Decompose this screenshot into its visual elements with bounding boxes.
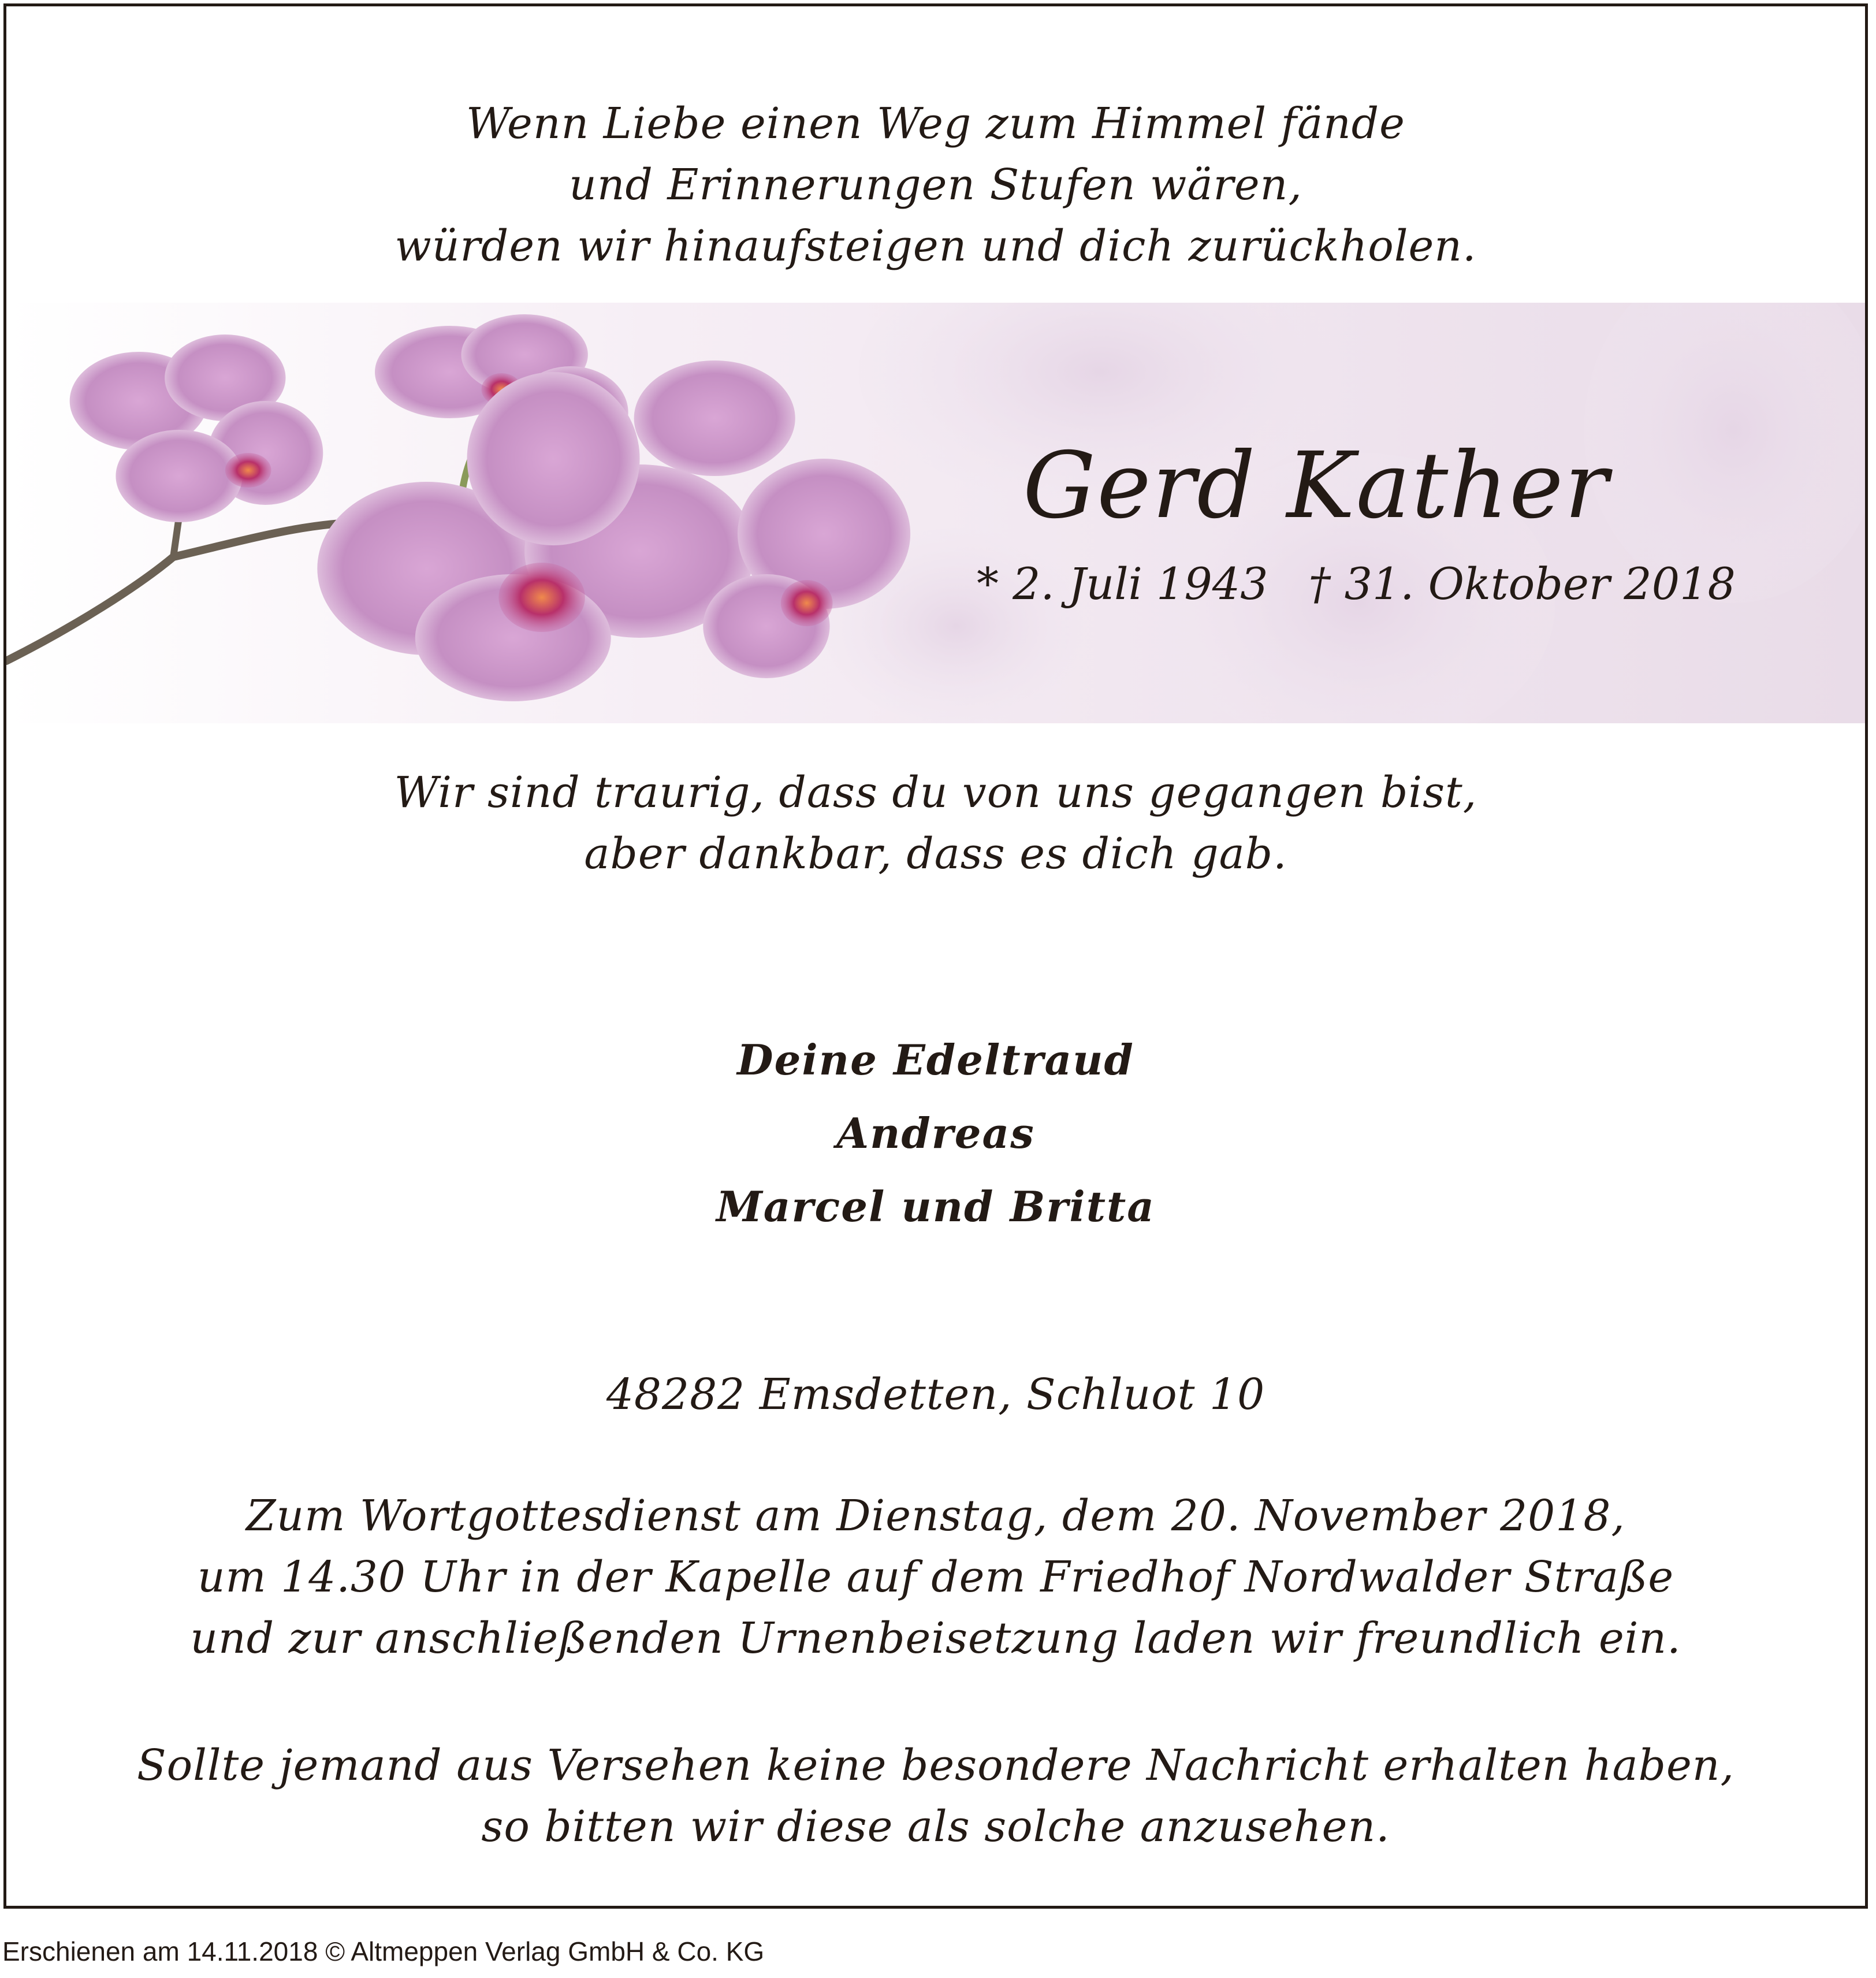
deceased-name: Gerd Kather	[1023, 433, 1610, 539]
birth-date: * 2. Juli 1943	[977, 558, 1268, 609]
note-line: Sollte jemand aus Versehen keine besondere Nachricht erhalten haben,	[136, 1741, 1734, 1790]
obituary-frame	[3, 3, 1868, 1909]
address: 48282 Emsdetten, Schluot 10	[606, 1370, 1265, 1419]
signer-name: Andreas	[836, 1109, 1035, 1158]
verse-top-line: Wenn Liebe einen Weg zum Himmel fände	[466, 99, 1405, 148]
verse-middle	[6, 762, 1865, 884]
note-line: so bitten wir diese als solche anzusehen.	[481, 1802, 1390, 1851]
verse-top-line: würden wir hinaufsteigen und dich zurückholen.	[394, 221, 1477, 271]
service-announcement	[6, 1485, 1865, 1669]
verse-middle-line: Wir sind traurig, dass du von uns gegangen bist,	[394, 768, 1477, 817]
service-line: und zur anschließenden Urnenbeisetzung laden wir freundlich ein.	[190, 1613, 1681, 1663]
signer-name: Marcel und Britta	[716, 1182, 1155, 1231]
life-dates	[977, 555, 1736, 613]
signer-name: Deine Edeltraud	[737, 1035, 1134, 1084]
service-line: Zum Wortgottesdienst am Dienstag, dem 20. November 2018,	[246, 1491, 1625, 1541]
publication-footer: Erschienen am 14.11.2018 © Altmeppen Verlag GmbH & Co. KG	[2, 1936, 765, 1966]
verse-top-line: und Erinnerungen Stufen wären,	[569, 160, 1302, 210]
verse-top	[6, 93, 1865, 277]
signers	[6, 1023, 1865, 1243]
verse-middle-line: aber dankbar, dass es dich gab.	[584, 829, 1287, 879]
notice-note	[6, 1735, 1865, 1857]
death-date: † 31. Oktober 2018	[1308, 558, 1736, 609]
service-line: um 14.30 Uhr in der Kapelle auf dem Friedhof Nordwalder Straße	[197, 1552, 1674, 1602]
